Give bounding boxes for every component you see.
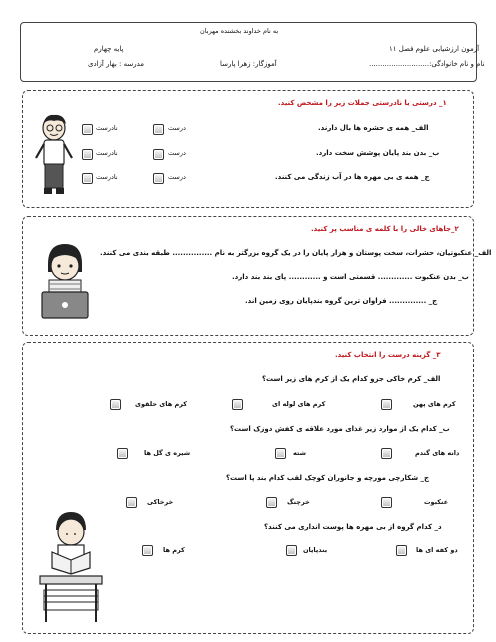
- q1-option-3-checkbox[interactable]: [110, 399, 121, 410]
- school-name: مدرسه : بهار آزادی: [88, 60, 145, 68]
- girl-laptop-illustration: [34, 242, 96, 322]
- true-label-3: درست: [168, 173, 186, 181]
- q3-option-1: عنکبوت: [424, 498, 449, 506]
- false-label-3: نادرست: [96, 173, 118, 181]
- student-name-field: نام و نام خانوادگی:...........................: [369, 60, 485, 68]
- false-checkbox-2[interactable]: [82, 149, 93, 160]
- true-checkbox-1[interactable]: [153, 124, 164, 135]
- true-checkbox-3[interactable]: [153, 173, 164, 184]
- q1-option-3: کرم های حلقوی: [135, 400, 188, 408]
- q1-option-2-checkbox[interactable]: [232, 399, 243, 410]
- mc-question-2: ب_ کدام یک از موارد زیر غذای مورد علاقه ی کفش دوزک است؟: [230, 425, 450, 433]
- q4-option-1-checkbox[interactable]: [396, 545, 407, 556]
- false-label-1: نادرست: [96, 124, 118, 132]
- q2-option-1: دانه های گندم: [415, 449, 460, 457]
- q4-option-3-checkbox[interactable]: [142, 545, 153, 556]
- boy-standing-illustration: [32, 112, 76, 204]
- true-checkbox-2[interactable]: [153, 149, 164, 160]
- mc-question-1: الف_ کرم خاکی جزو کدام یک از کرم های زیر است؟: [262, 375, 441, 383]
- exam-title: آزمون ارزشیابی علوم فصل ۱۱: [389, 45, 480, 53]
- q4-option-1: دو کفه ای ها: [416, 546, 458, 554]
- grade-label: پایه چهارم: [94, 45, 124, 53]
- q3-option-2: خرچنگ: [287, 498, 310, 506]
- teacher-name: آموزگار: زهرا پارسا: [220, 60, 277, 68]
- blank-statement-3: ج_ .............. فراوان ترین گروه بندپایان روی زمین اند.: [245, 297, 438, 305]
- blank-statement-1: الف_ عنکبوتیان، حشرات، سخت پوستان و هزار پایان را در یک گروه بزرگتر به نام ............... طبقه بندی می کنند.: [100, 249, 492, 257]
- tf-statement-2: ب_ بدن بند پایان پوشش سخت دارد.: [316, 149, 440, 157]
- q2-option-3-checkbox[interactable]: [117, 448, 128, 459]
- q3-option-1-checkbox[interactable]: [381, 497, 392, 508]
- q2-option-1-checkbox[interactable]: [381, 448, 392, 459]
- false-checkbox-3[interactable]: [82, 173, 93, 184]
- q1-option-1-checkbox[interactable]: [381, 399, 392, 410]
- mc-question-3: ج_ شکارچی مورچه و جانوران کوچک لقب کدام بند پا است؟: [226, 474, 430, 482]
- q2-option-3: شیره ی گل ها: [144, 449, 191, 457]
- q4-option-3: کرم ها: [163, 546, 185, 554]
- bismillah-line: به نام خداوند بخشنده مهربان: [200, 27, 279, 35]
- true-label-2: درست: [168, 149, 186, 157]
- tf-statement-3: ج_ همه ی بی مهره ها در آب زندگی می کنند.: [275, 173, 430, 181]
- q2-option-2-checkbox[interactable]: [275, 448, 286, 459]
- q3-option-3-checkbox[interactable]: [126, 497, 137, 508]
- q3-option-2-checkbox[interactable]: [266, 497, 277, 508]
- q3-option-3: خرخاکی: [147, 498, 174, 506]
- q4-option-2: بندپایان: [303, 546, 328, 554]
- q4-option-2-checkbox[interactable]: [286, 545, 297, 556]
- tf-statement-1: الف_ همه ی حشره ها بال دارند.: [318, 124, 429, 132]
- section3-title: ۳_ گزینه درست را انتخاب کنید.: [335, 351, 441, 359]
- blank-statement-2: ب_ بدن عنکبوت ............. قسمتی است و ............ پای بند بند دارد.: [232, 273, 469, 281]
- section2-title: ۲_جاهای خالی را با کلمه ی مناسب پر کنید.: [311, 225, 459, 233]
- mc-question-4: د_ کدام گروه از بی مهره ها پوست انداری می کنند؟: [264, 523, 442, 531]
- boy-reading-illustration: [38, 510, 104, 626]
- q1-option-2: کرم های لوله ای: [272, 400, 326, 408]
- false-label-2: نادرست: [96, 149, 118, 157]
- true-label-1: درست: [168, 124, 186, 132]
- q1-option-1: کرم های پهن: [413, 400, 456, 408]
- section1-title: ۱_ درستی یا نادرستی جملات زیر را مشخص کنید.: [278, 99, 447, 107]
- q2-option-2: شته: [293, 449, 306, 457]
- false-checkbox-1[interactable]: [82, 124, 93, 135]
